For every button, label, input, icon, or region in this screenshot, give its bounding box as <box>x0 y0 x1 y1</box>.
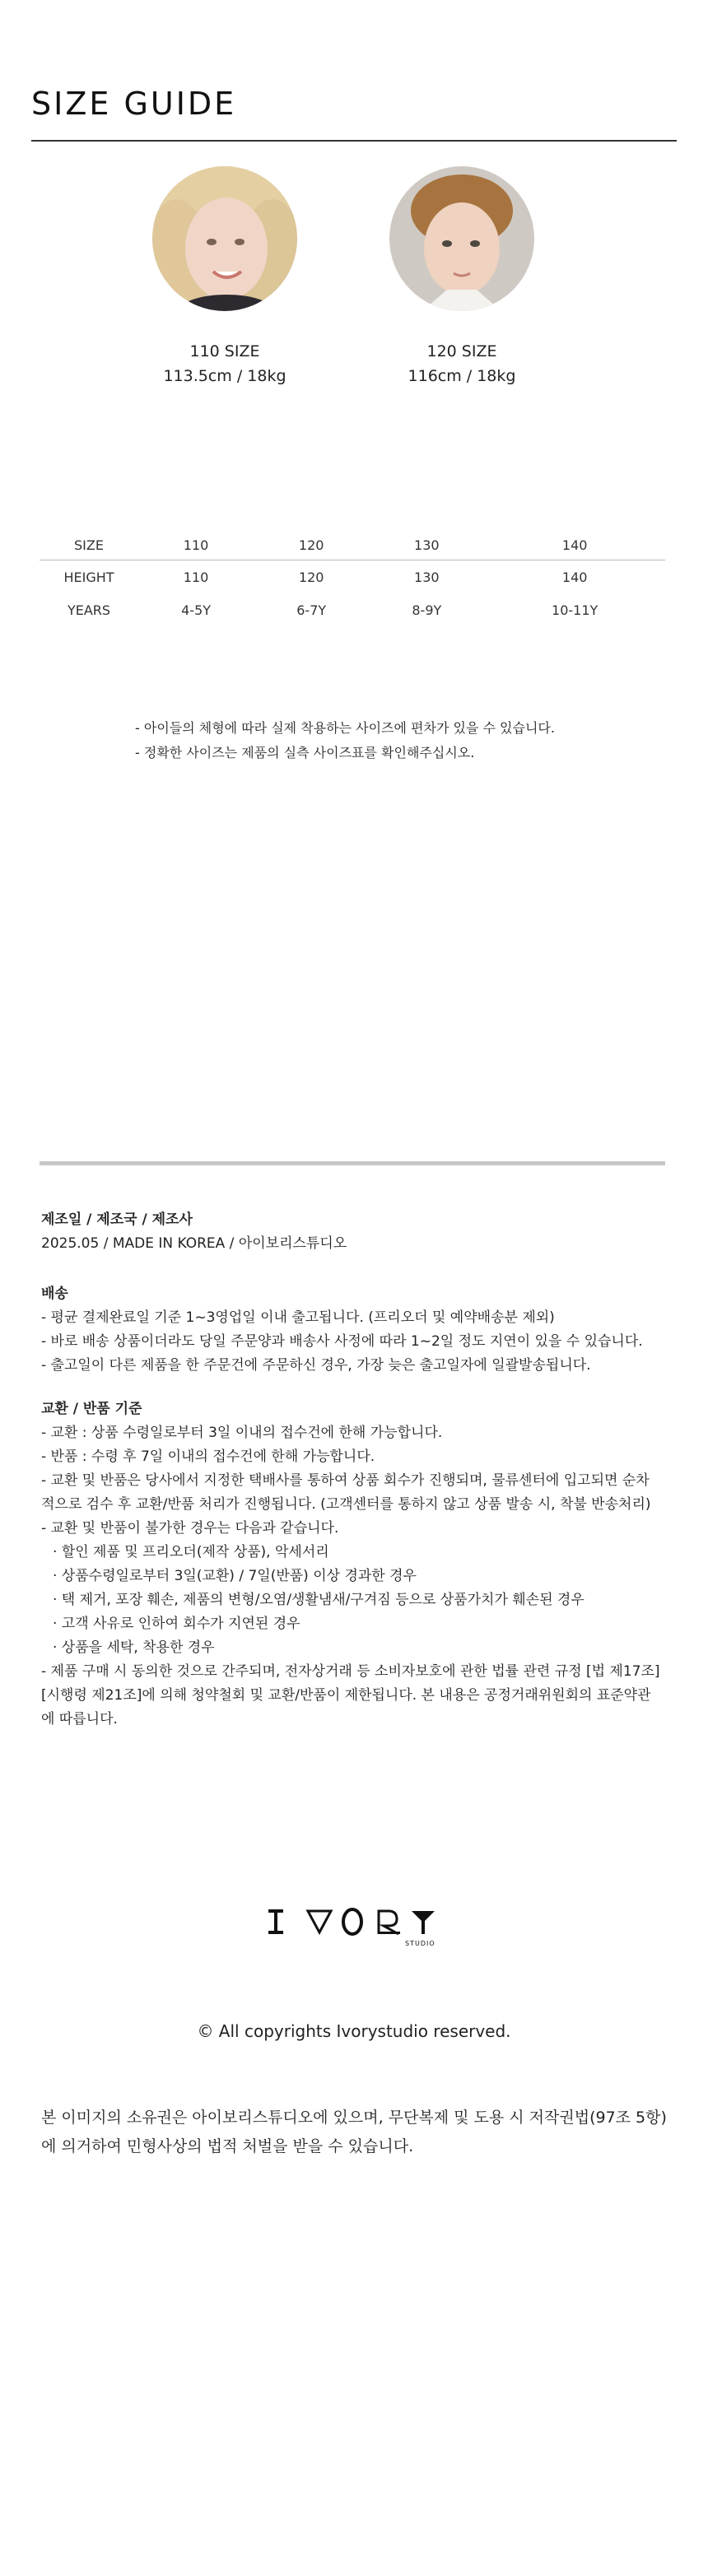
table-cell: 4-5Y <box>181 602 212 618</box>
returns-line: · 상품을 세탁, 착용한 경우 <box>53 1639 215 1656</box>
ownership-line: 본 이미지의 소유권은 아이보리스튜디오에 있으며, 무단복제 및 도용 시 저작권법(97조 5항) <box>41 2109 667 2127</box>
shipping-section <box>41 1282 675 1378</box>
page-title: SIZE GUIDE <box>31 86 237 122</box>
ownership-line: 에 의거하여 민형사상의 법적 처벌을 받을 수 있습니다. <box>41 2137 414 2155</box>
returns-line: - 제품 구매 시 동의한 것으로 간주되며, 전자상거래 등 소비자보호에 관한 법률 관련 규정 [법 제17조] <box>41 1663 660 1680</box>
table-cell: 120 <box>298 569 324 585</box>
returns-line: [시행령 제21조]에 의해 청약철회 및 교환/반품이 제한됩니다. 본 내용은 공정거래위원회의 표준약관 <box>41 1687 651 1704</box>
model-card-120 <box>355 166 569 385</box>
table-cell: 8-9Y <box>412 602 442 618</box>
returns-line: 에 따릅니다. <box>41 1711 118 1727</box>
model-photo-boy <box>389 166 534 311</box>
model-photo-girl <box>152 166 297 311</box>
row-label: SIZE <box>40 515 138 560</box>
table-cell: 130 <box>369 515 484 560</box>
returns-line: · 택 제거, 포장 훼손, 제품의 변형/오염/생활냄새/구겨짐 등으로 상품가치가 훼손된 경우 <box>53 1592 585 1608</box>
returns-section <box>41 1397 675 1732</box>
returns-line: · 고객 사유로 인하여 회수가 지연된 경우 <box>53 1616 300 1632</box>
model-measurement: 113.5cm / 18kg <box>163 367 286 385</box>
note-line: - 아이들의 체형에 따라 실제 착용하는 사이즈에 편차가 있을 수 있습니다. <box>135 720 555 736</box>
returns-line: - 반품 : 수령 후 7일 이내의 접수건에 한해 가능합니다. <box>41 1448 375 1465</box>
row-label: HEIGHT <box>63 569 114 585</box>
table-cell: 110 <box>138 515 254 560</box>
returns-line: - 교환 및 반품은 당사에서 지정한 택배사를 통하여 상품 회수가 진행되며, 물류센터에 입고되면 순차 <box>41 1472 650 1489</box>
ivory-studio-logo <box>265 1908 443 1949</box>
model-size-label: 110 SIZE <box>189 342 260 360</box>
table-row-size <box>40 515 665 560</box>
row-label: YEARS <box>67 602 111 618</box>
table-cell: 110 <box>183 569 209 585</box>
copyright-text: © All copyrights Ivorystudio reserved. <box>197 2021 511 2041</box>
model-size-label: 120 SIZE <box>426 342 497 360</box>
table-row-years <box>40 593 665 626</box>
returns-line: - 교환 및 반품이 불가한 경우는 다음과 같습니다. <box>41 1520 339 1537</box>
table-cell: 140 <box>561 569 588 585</box>
table-cell: 120 <box>254 515 369 560</box>
model-measurement: 116cm / 18kg <box>408 367 516 385</box>
shipping-line: - 바로 배송 상품이더라도 당일 주문양과 배송사 사정에 따라 1~2일 정도 지연이 있을 수 있습니다. <box>41 1333 643 1350</box>
manufacture-value: 2025.05 / MADE IN KOREA / 아이보리스튜디오 <box>41 1235 347 1252</box>
table-cell: 140 <box>484 515 665 560</box>
table-cell: 10-11Y <box>552 602 599 618</box>
returns-line: · 상품수령일로부터 3일(교환) / 7일(반품) 이상 경과한 경우 <box>53 1568 417 1584</box>
section-heading: 교환 / 반품 기준 <box>41 1401 142 1417</box>
note-line: - 정확한 사이즈는 제품의 실측 사이즈표를 확인해주십시오. <box>135 745 475 760</box>
table-cell: 130 <box>414 569 440 585</box>
returns-line: - 교환 : 상품 수령일로부터 3일 이내의 접수건에 한해 가능합니다. <box>41 1425 443 1441</box>
section-heading: 배송 <box>41 1286 68 1302</box>
returns-line: · 할인 제품 및 프리오더(제작 상품), 악세서리 <box>53 1544 329 1560</box>
svg-text:STUDIO: STUDIO <box>405 1940 436 1947</box>
returns-line: 적으로 검수 후 교환/반품 처리가 진행됩니다. (고객센터를 통하지 않고 상품 발송 시, 착불 반송처리) <box>41 1496 651 1513</box>
size-table <box>40 515 665 626</box>
shipping-line: - 평균 결제완료일 기준 1~3영업일 이내 출고됩니다. (프리오더 및 예약배송분 제외) <box>41 1309 555 1326</box>
manufacture-section <box>41 1208 675 1256</box>
size-notes <box>135 716 555 765</box>
section-divider <box>40 1161 665 1165</box>
shipping-line: - 출고일이 다른 제품을 한 주문건에 주문하신 경우, 가장 늦은 출고일자에 일괄발송됩니다. <box>41 1357 591 1374</box>
model-card-110 <box>118 166 332 385</box>
section-heading: 제조일 / 제조국 / 제조사 <box>41 1211 193 1228</box>
table-row-height <box>40 560 665 594</box>
title-divider <box>31 140 677 142</box>
table-cell: 6-7Y <box>296 602 327 618</box>
ownership-notice <box>41 2104 683 2161</box>
